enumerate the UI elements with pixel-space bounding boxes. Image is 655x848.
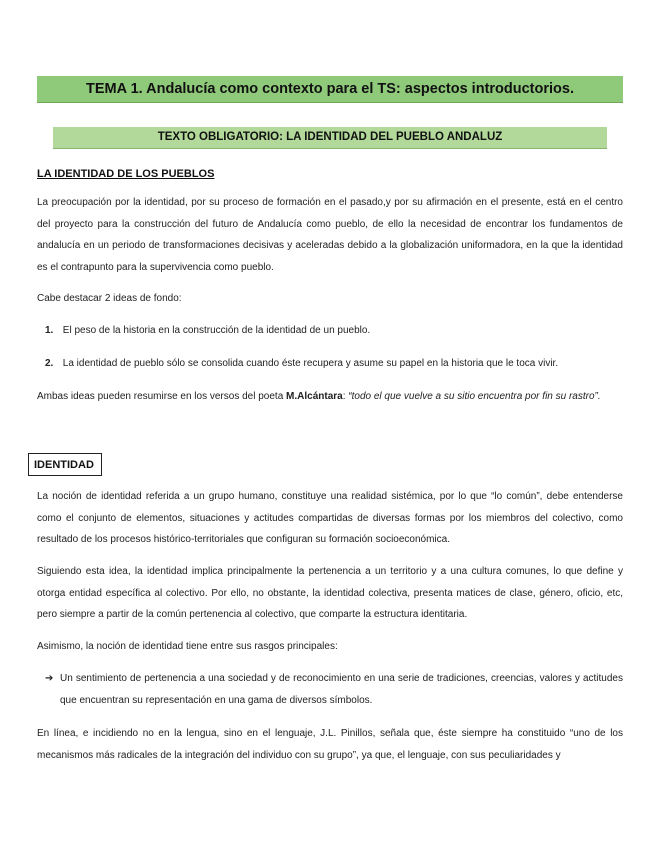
paragraph-4: La noción de identidad referida a un grupo humano, constituye una realidad sistémica, por lo que “lo común”, debe entenderse como el conjunto de elementos, situaciones y actitudes compartidas de diversas formas por los miembros del colectivo, como resultado de los procesos histórico-territoriales que configuran su formación socioeconómica. bbox=[37, 491, 623, 545]
poet-name: M.Alcántara bbox=[286, 391, 343, 402]
section-heading-identity: IDENTIDAD bbox=[28, 453, 102, 476]
section-heading-identity-of-peoples: LA IDENTIDAD DE LOS PUEBLOS bbox=[37, 168, 215, 180]
paragraph-6: Asimismo, la noción de identidad tiene entre sus rasgos principales: bbox=[37, 641, 338, 652]
list-item-2 bbox=[45, 356, 623, 372]
arrow-right-icon: ➔ bbox=[45, 673, 54, 684]
bullet-text: Un sentimiento de pertenencia a una sociedad y de reconocimiento en una serie de tradiciones, creencias, valores y actitudes que encuentran su representación en una gama de diversos símbolos. bbox=[60, 673, 623, 706]
paragraph-2: Cabe destacar 2 ideas de fondo: bbox=[37, 293, 182, 304]
sub-title: TEXTO OBLIGATORIO: LA IDENTIDAD DEL PUEBLO ANDALUZ bbox=[53, 127, 607, 149]
paragraph-1: La preocupación por la identidad, por su proceso de formación en el pasado,y por su afirmación en el presente, está en el centro del proyecto para la construcción del futuro de Andalucía como pueblo, de ello la necesidad de encontrar los fundamentos de andalucía en un periodo de transformaciones decisivas y aceleradas debido a la globalización uniformadora, en la que la identidad es el contrapunto para la supervivencia como pueblo. bbox=[37, 197, 623, 273]
bullet-item-1 bbox=[45, 668, 623, 711]
paragraph-3 bbox=[37, 386, 623, 408]
list-text: El peso de la historia en la construcción de la identidad de un pueblo. bbox=[62, 325, 371, 336]
paragraph-5: Siguiendo esta idea, la identidad implica principalmente la pertenencia a un territorio y a una cultura comunes, lo que define y otorga entidad específica al colectivo. Por ello, no obstante, la identidad colectiva, presenta matices de clase, género, oficio, etc, pero siempre a partir de la común pertenencia al colectivo, que comparte la estructura identitaria. bbox=[37, 566, 623, 620]
list-number: 2. bbox=[45, 358, 54, 369]
main-title: TEMA 1. Andalucía como contexto para el TS: aspectos introductorios. bbox=[37, 76, 623, 103]
paragraph-7: En línea, e incidiendo no en la lengua, sino en el lenguaje, J.L. Pinillos, señala que, éste siempre ha constituido “uno de los mecanismos más radicales de la integración del individuo con su grupo”, ya que, el lenguaje, con sus peculiaridades y bbox=[37, 728, 623, 761]
poet-quote: “todo el que vuelve a su sitio encuentra por fin su rastro”. bbox=[348, 391, 601, 402]
paragraph-3-colon: : bbox=[342, 391, 349, 402]
paragraph-3-intro: Ambas ideas pueden resumirse en los versos del poeta bbox=[37, 391, 287, 402]
list-number: 1. bbox=[45, 325, 54, 336]
list-item-1 bbox=[45, 323, 623, 339]
list-text: La identidad de pueblo sólo se consolida cuando éste recupera y asume su papel en la historia que le toca vivir. bbox=[62, 358, 559, 369]
